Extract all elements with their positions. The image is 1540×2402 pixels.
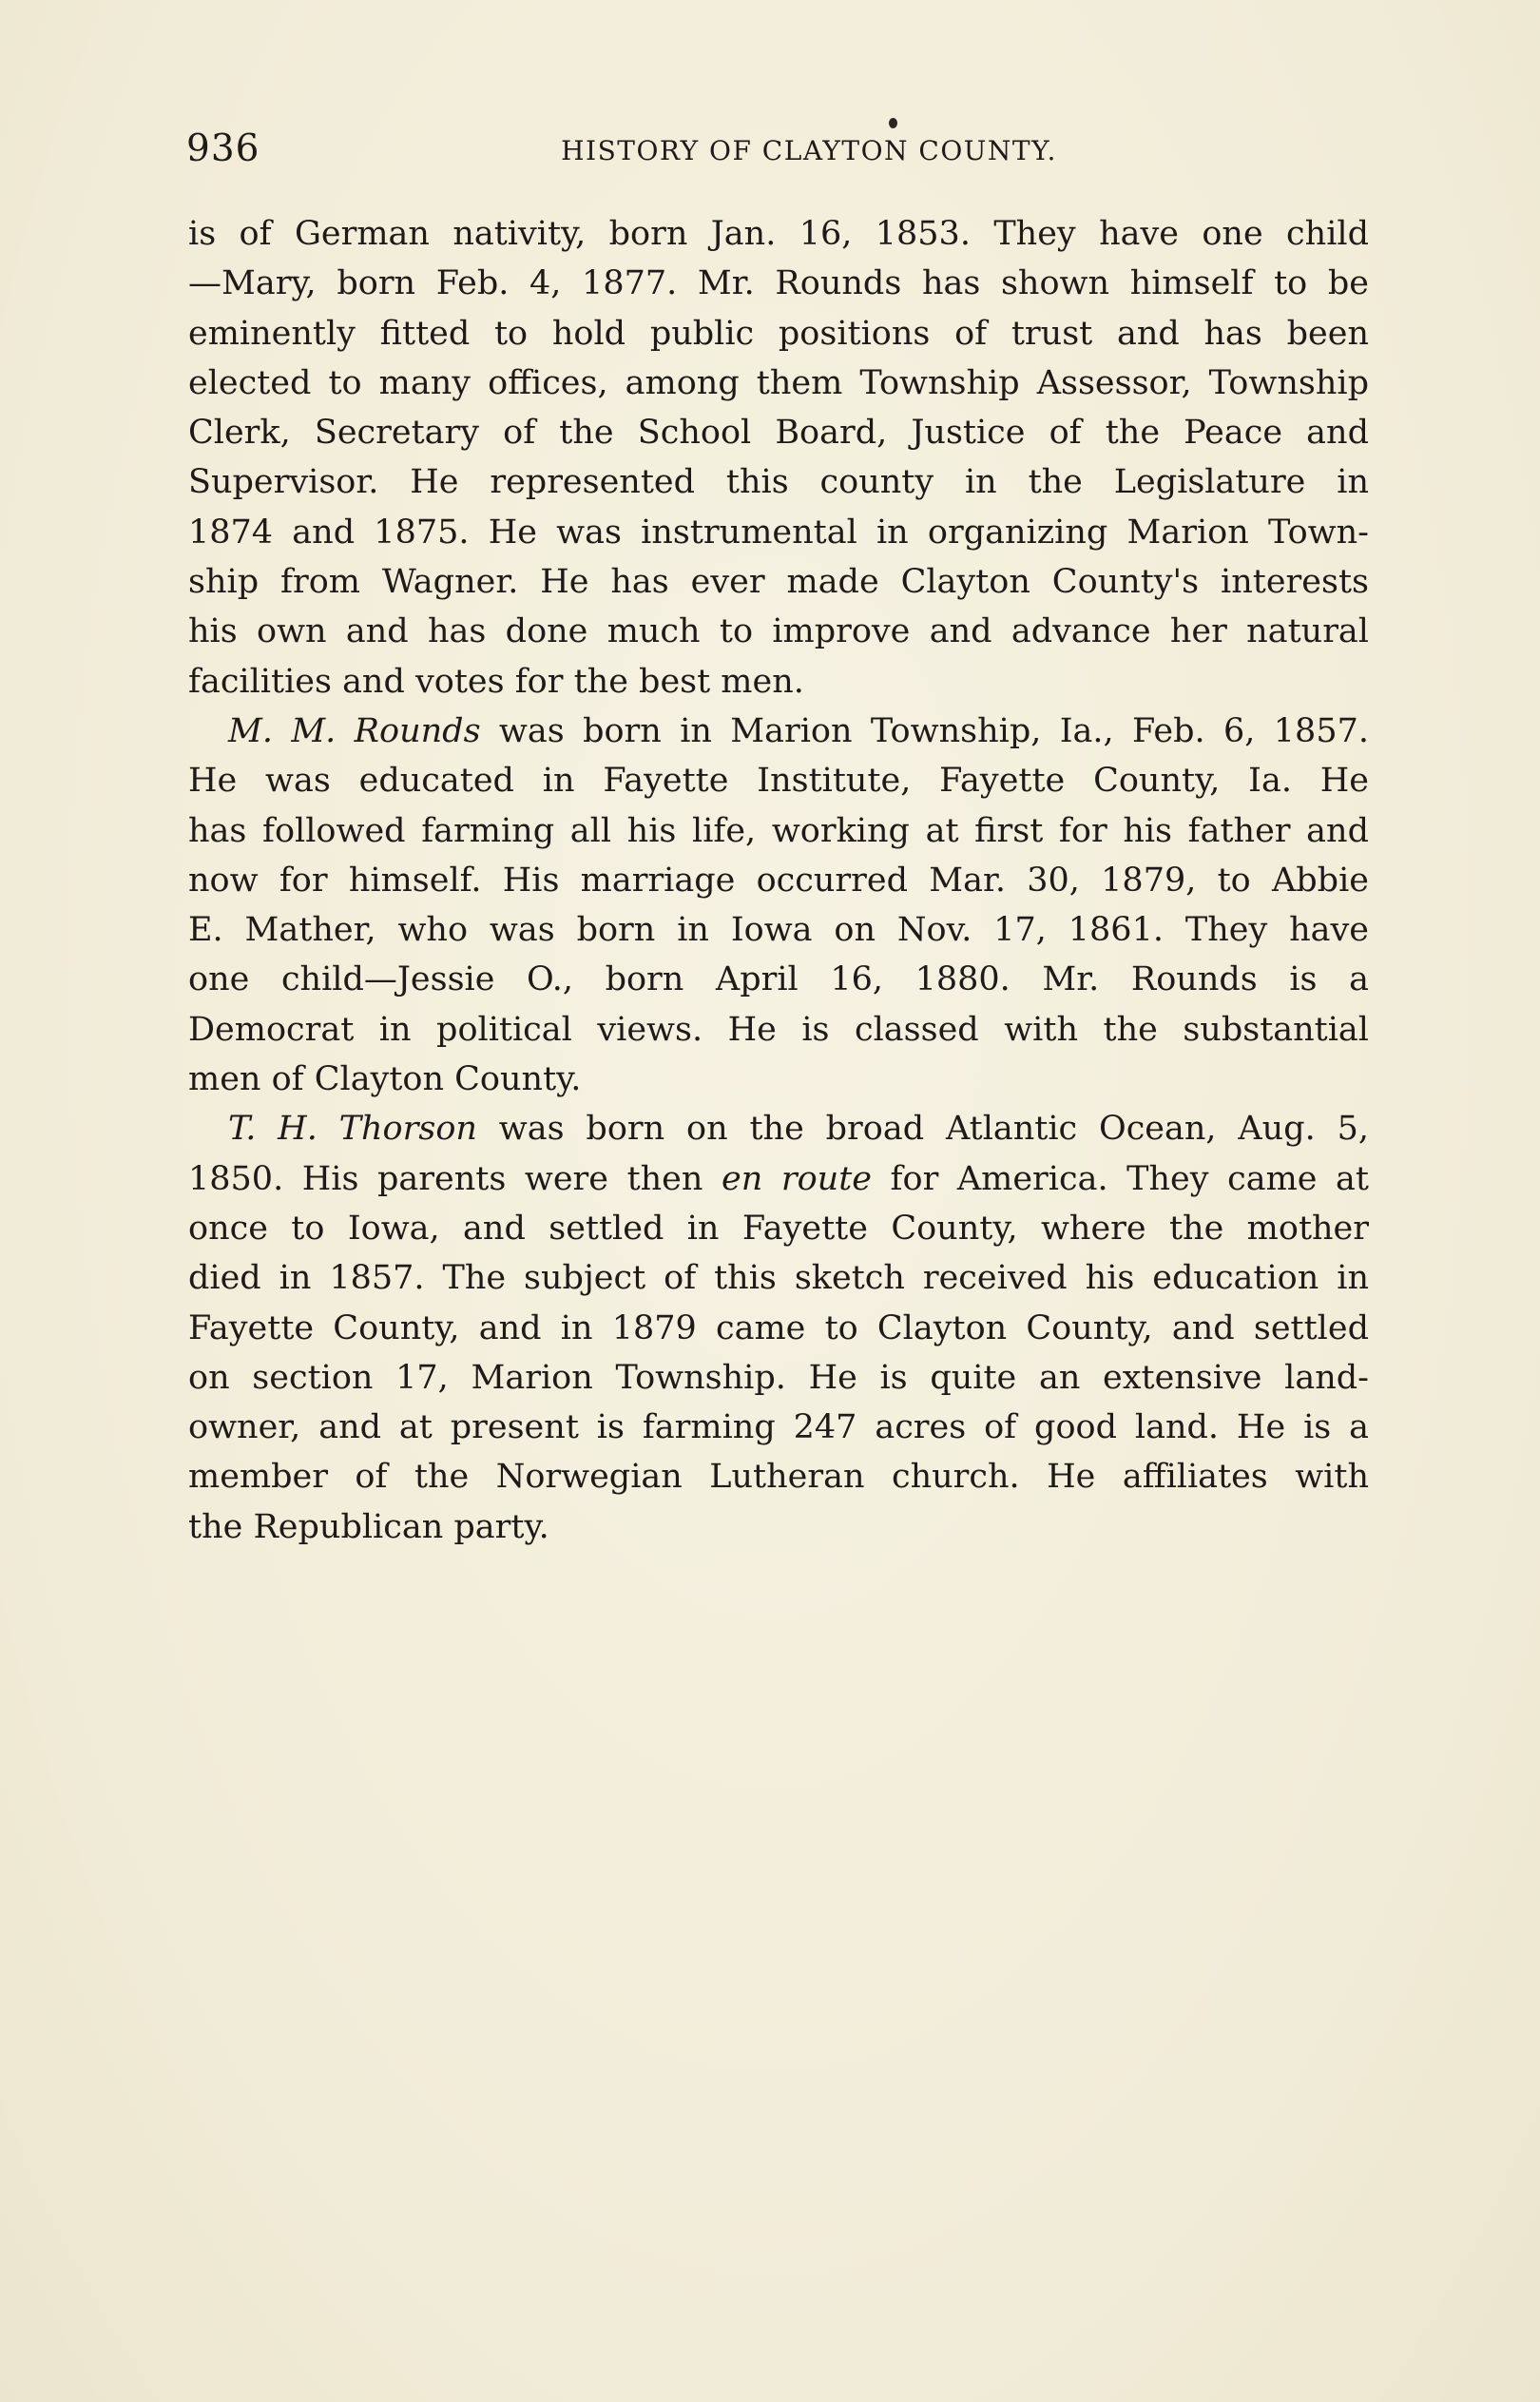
text-line: once to Iowa, and settled in Fayette County, where the mother	[188, 1209, 1369, 1248]
line-text: was born in Marion Township, Ia., Feb. 6, 1857.	[480, 711, 1369, 750]
text-line: men of Clayton County.	[188, 1060, 582, 1099]
text-line: Supervisor. He represented this county in the Legislature in	[188, 463, 1369, 502]
running-title: HISTORY OF CLAYTON COUNTY.	[561, 135, 1057, 166]
text-line: owner, and at present is farming 247 acres of good land. He is a	[188, 1408, 1369, 1447]
text-line: member of the Norwegian Lutheran church. He affiliates with	[188, 1458, 1369, 1497]
person-name: M. M. Rounds	[228, 711, 481, 750]
text-line: —Mary, born Feb. 4, 1877. Mr. Rounds has shown himself to be	[188, 264, 1369, 303]
line-text: 1850. His parents were then	[188, 1159, 722, 1198]
text-line: facilities and votes for the best men.	[188, 662, 804, 701]
page-header	[186, 127, 1365, 175]
text-line: E. Mather, who was born in Iowa on Nov. 17, 1861. They have	[188, 911, 1369, 950]
text-line: the Republican party.	[188, 1507, 549, 1546]
ink-speck	[889, 118, 897, 128]
text-line: one child—Jessie O., born April 16, 1880. Mr. Rounds is a	[188, 960, 1369, 999]
text-line: has followed farming all his life, working at first for his father and	[188, 811, 1369, 850]
text-line: his own and has done much to improve and advance her natural	[188, 612, 1369, 651]
text-line: He was educated in Fayette Institute, Fayette County, Ia. He	[188, 762, 1369, 801]
text-line: elected to many offices, among them Township Assessor, Township	[188, 363, 1369, 402]
text-line: died in 1857. The subject of this sketch received his education in	[188, 1259, 1369, 1298]
text-line: now for himself. His marriage occurred Mar. 30, 1879, to Abbie	[188, 861, 1369, 900]
page-number: 936	[186, 127, 260, 170]
text-line: is of German nativity, born Jan. 16, 1853. They have one child	[188, 215, 1369, 253]
line-text: was born on the broad Atlantic Ocean, Aug. 5,	[476, 1110, 1369, 1149]
text-line	[188, 1154, 1369, 1204]
text-line: on section 17, Marion Township. He is quite an extensive land-	[188, 1358, 1369, 1397]
text-line: eminently fitted to hold public positions of trust and has been	[188, 314, 1369, 353]
italic-phrase: en route	[722, 1159, 872, 1198]
text-line-entry-start	[188, 1104, 1369, 1153]
person-name: T. H. Thorson	[228, 1110, 477, 1149]
text-line: Democrat in political views. He is classed with the substantial	[188, 1010, 1369, 1049]
text-line-entry-start	[188, 707, 1369, 756]
text-line: Clerk, Secretary of the School Board, Justice of the Peace and	[188, 414, 1369, 453]
text-line: ship from Wagner. He has ever made Clayton County's interests	[188, 563, 1369, 602]
body-text	[188, 209, 1369, 1552]
text-line: Fayette County, and in 1879 came to Clayton County, and settled	[188, 1308, 1369, 1347]
line-text: for America. They came at	[871, 1159, 1369, 1198]
text-line: 1874 and 1875. He was instrumental in organizing Marion Town-	[188, 513, 1369, 552]
